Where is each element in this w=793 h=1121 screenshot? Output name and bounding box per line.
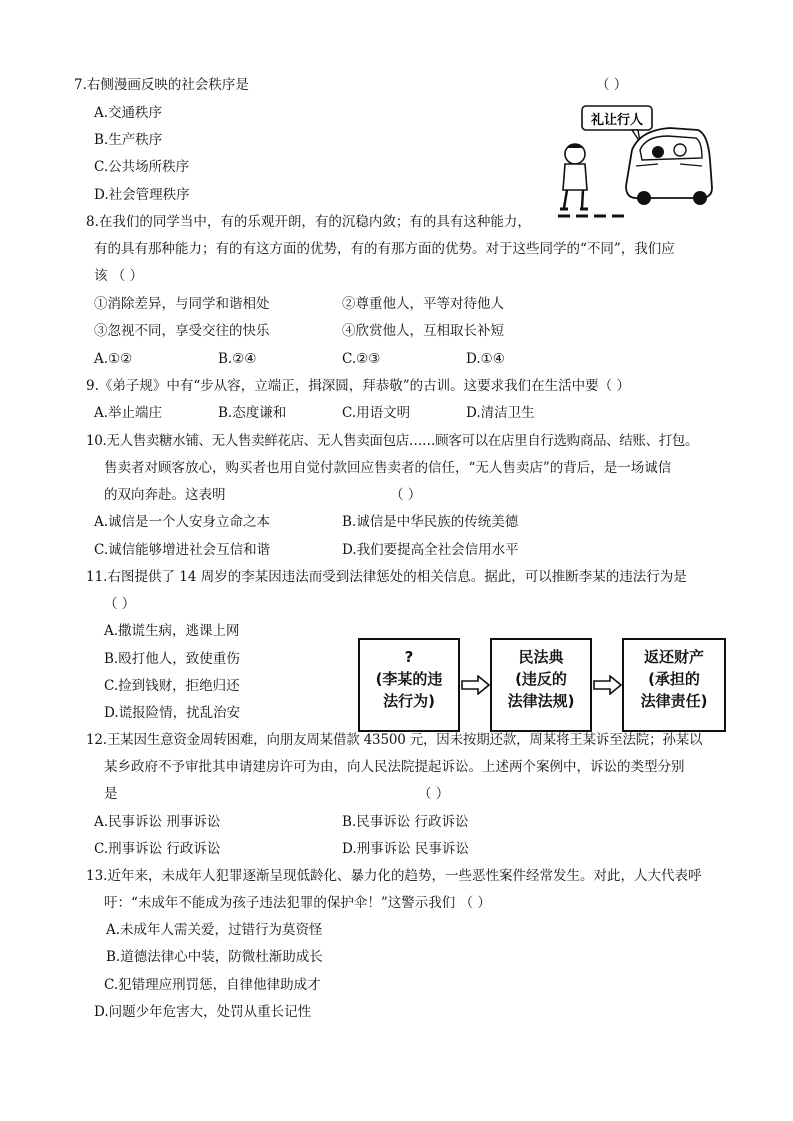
q10-stem-line3: 的双向奔赴。这表明 — [104, 487, 226, 503]
q10-option-a: A.诚信是一个人安身立命之本 — [94, 514, 271, 530]
q13-option-c: C.犯错理应刑罚惩，自律他律助成才 — [104, 977, 321, 993]
traffic-cartoon — [540, 100, 720, 222]
q7-paren: （ ） — [596, 77, 628, 93]
q11-option-d: D.谎报险情，扰乱治安 — [104, 705, 241, 721]
q8-stem-line2: 有的具有那种能力；有的有这方面的优势，有的有那方面的优势。对于这些同学的“不同”，我们应 — [94, 241, 675, 257]
q10-stem-line2: 售卖者对顾客放心，购买者也用自觉付款回应售卖者的信任，“无人售卖店”的背后，是一场诚信 — [104, 460, 672, 476]
q7-option-b: B.生产秩序 — [94, 132, 163, 148]
q9-option-d: D.清洁卫生 — [466, 405, 535, 421]
q13-option-d: D.问题少年危害大，处罚从重长记性 — [94, 1004, 312, 1020]
q8-option-a: A.①② — [94, 351, 133, 367]
q9-stem: 9.《弟子规》中有“步从容，立端正，揖深圆，拜恭敬”的古训。这要求我们在生活中要（ ） — [86, 378, 630, 394]
q13-stem-line1: 13.近年来，未成年人犯罪逐渐呈现低龄化、暴力化的趋势，一些恶性案件经常发生。对此，人大代表呼 — [86, 868, 702, 884]
diagram-box-violation-line2: (李某的违 — [375, 670, 443, 688]
q8-option-d: D.①④ — [466, 351, 505, 367]
diagram-box-law — [490, 638, 592, 732]
cartoon-sign-text: 礼让行人 — [590, 113, 644, 128]
q13-stem-line2: 吁：“未成年不能成为孩子违法犯罪的保护伞！”这警示我们 （ ） — [104, 895, 491, 911]
q7-option-a: A.交通秩序 — [94, 105, 163, 121]
q9-option-a: A.举止端庄 — [94, 405, 163, 421]
diagram-box-violation — [358, 638, 460, 732]
q11-stem-line1: 11.右图提供了 14 周岁的李某因违法而受到法律惩处的相关信息。据此，可以推断李某的违法行为是 — [86, 569, 687, 585]
q12-option-a: A.民事诉讼 刑事诉讼 — [94, 814, 221, 830]
arrow-right-icon — [461, 675, 491, 695]
q12-option-c: C.刑事诉讼 行政诉讼 — [94, 841, 221, 857]
q8-option-b: B.②④ — [218, 351, 257, 367]
q8-option-c: C.②③ — [342, 351, 381, 367]
q11-option-b: B.殴打他人，致使重伤 — [104, 651, 240, 667]
q8-item-4: ④欣赏他人，互相取长补短 — [342, 323, 504, 339]
q8-item-1: ①消除差异，与同学和谐相处 — [94, 296, 270, 312]
q9-option-b: B.态度谦和 — [218, 405, 287, 421]
q12-stem-line2: 某乡政府不予审批其申请建房许可为由，向人民法院提起诉讼。上述两个案例中，诉讼的类型分别 — [104, 759, 685, 775]
q10-paren: （ ） — [390, 487, 422, 503]
diagram-box-liability-line2: (承担的 — [648, 670, 700, 688]
diagram-box-liability — [622, 638, 726, 732]
arrow-right-icon — [593, 675, 623, 695]
q8-stem-line1: 8.在我们的同学当中，有的乐观开朗，有的沉稳内敛；有的具有这种能力， — [86, 214, 531, 230]
q7-stem: 7.右侧漫画反映的社会秩序是 — [74, 77, 249, 93]
q8-stem-line3: 该 （ ） — [94, 268, 144, 284]
q10-option-c: C.诚信能够增进社会互信和谐 — [94, 542, 271, 558]
diagram-box-violation-line3: 法行为) — [383, 692, 435, 710]
diagram-box-law-line2: (违反的 — [515, 670, 567, 688]
q12-stem-line1: 12.王某因生意资金周转困难，向朋友周某借款 43500 元，因未按期还款，周某将王某诉至法院；孙某以 — [86, 732, 703, 748]
q9-option-c: C.用语文明 — [342, 405, 411, 421]
q7-option-c: C.公共场所秩序 — [94, 159, 190, 175]
q13-option-a: A.未成年人需关爱，过错行为莫资怪 — [106, 922, 323, 938]
q11-option-c: C.捡到钱财，拒绝归还 — [104, 678, 240, 694]
q10-option-b: B.诚信是中华民族的传统美德 — [342, 514, 519, 530]
q12-option-b: B.民事诉讼 行政诉讼 — [342, 814, 469, 830]
q13-option-b: B.道德法律心中装，防微杜渐助成长 — [106, 949, 323, 965]
q11-option-a: A.撒谎生病，逃课上网 — [104, 623, 240, 639]
diagram-box-law-title: 民法典 — [518, 648, 564, 666]
q8-item-3: ③忽视不同，享受交往的快乐 — [94, 323, 270, 339]
q7-option-d: D.社会管理秩序 — [94, 187, 190, 203]
diagram-box-liability-title: 返还财产 — [643, 648, 704, 666]
q12-stem-line3: 是 — [104, 786, 118, 802]
q10-stem-line1: 10.无人售卖糖水铺、无人售卖鲜花店、无人售卖面包店……顾客可以在店里自行选购商品、结账、打包。 — [86, 433, 699, 449]
q11-stem-line2: （ ） — [104, 596, 136, 612]
q10-option-d: D.我们要提高全社会信用水平 — [342, 542, 519, 558]
diagram-box-liability-line3: 法律责任) — [640, 692, 708, 710]
q12-paren: （ ） — [418, 786, 450, 802]
q12-option-d: D.刑事诉讼 民事诉讼 — [342, 841, 469, 857]
diagram-box-law-line3: 法律法规) — [507, 692, 575, 710]
q8-item-2: ②尊重他人，平等对待他人 — [342, 296, 504, 312]
diagram-box-violation-title: ? — [404, 648, 414, 666]
